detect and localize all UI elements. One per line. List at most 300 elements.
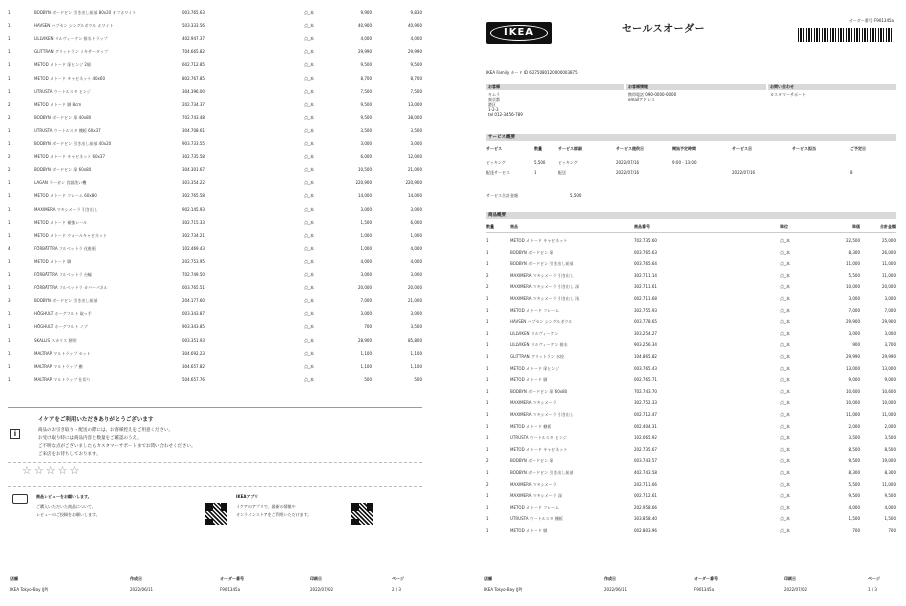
item-qty: 2	[8, 167, 11, 173]
service-section-bar: サービス概要	[486, 134, 896, 141]
item-article-number: 402.947.37	[182, 36, 205, 42]
item-name: HAVSEN ハブセン シングルボウル	[510, 319, 573, 325]
item-qty: 1	[8, 127, 11, 133]
item-unit: 点_本	[780, 388, 790, 394]
item-total: 1,500	[884, 516, 896, 522]
service-col-header: 開始予定時間	[672, 146, 696, 151]
item-row	[8, 351, 422, 356]
item-article-number: 003.765.63	[634, 249, 657, 255]
item-name: FÖRBÄTTRA フルベットラ 台輪	[34, 272, 92, 277]
item-qty: 1	[8, 62, 11, 68]
items-section-bar: 商品概要	[486, 212, 896, 219]
item-unit: 点_本	[304, 49, 314, 55]
item-name: LAGAN ラーガン 食器洗い機	[34, 180, 87, 186]
item-name: UTRUSTA ウートルスタ 棚板 60x37	[34, 127, 101, 133]
item-row	[8, 220, 422, 225]
footer-value: 2022/06/11	[604, 587, 628, 592]
item-name: SKALLIS スカリス 照明	[34, 337, 77, 343]
item-total: 11,000	[882, 481, 896, 487]
item-total: 3,000	[884, 296, 896, 301]
item-row	[8, 10, 422, 15]
item-row	[8, 193, 422, 198]
item-price: 220,900	[355, 180, 372, 186]
item-total: 26,000	[882, 249, 896, 255]
item-qty: 1	[8, 23, 11, 29]
item-price: 22,500	[846, 238, 860, 243]
item-qty: 1	[8, 75, 11, 81]
item-article-number: 102.065.92	[634, 435, 657, 441]
item-unit: 点_本	[304, 324, 314, 330]
item-article-number: 302.715.33	[182, 219, 205, 225]
item-unit: 点_本	[304, 219, 314, 225]
item-article-number: 303.354.22	[182, 180, 205, 186]
item-qty: 1	[8, 36, 11, 42]
item-price: 1,000	[360, 232, 372, 238]
item-article-number: 002.712.61	[634, 493, 657, 499]
contact-line: emailアドレス	[628, 97, 655, 102]
item-unit: 点_本	[780, 400, 790, 406]
item-row	[8, 233, 422, 238]
item-row	[8, 128, 422, 133]
item-price: 29,900	[846, 319, 860, 325]
item-article-number: 002.404.31	[634, 423, 657, 429]
item-name: BODBYN ボードビン 引き出し前部 40x20	[34, 141, 112, 146]
col-header: 商品番号	[634, 224, 650, 229]
item-name: BODBYN ボードビン 引き出し前部	[34, 298, 98, 304]
item-price: 6,000	[360, 154, 372, 160]
item-qty: 1	[8, 376, 11, 382]
order-page-2	[0, 0, 430, 606]
item-unit: 点_本	[304, 180, 314, 186]
item-article-number: 002.712.47	[634, 412, 657, 417]
item-price: 9,500	[360, 114, 372, 120]
item-price: 13,000	[846, 365, 860, 371]
item-row	[8, 324, 422, 329]
item-name: METOD メトード キャビネット	[510, 238, 568, 243]
item-unit: 点_本	[304, 88, 314, 94]
item-qty: 2	[8, 114, 11, 120]
item-price: 1,500	[848, 516, 860, 522]
item-row	[486, 308, 896, 313]
item-unit: 点_本	[780, 261, 790, 267]
item-unit: 点_本	[780, 365, 790, 371]
service-col-header: サービス提供日	[616, 146, 644, 151]
item-total: 8,500	[884, 446, 896, 452]
footer-label: 印刷日	[784, 576, 796, 581]
footer-value: 2022/07/02	[310, 587, 334, 592]
item-row	[486, 238, 896, 243]
item-total: 14,000	[408, 193, 422, 199]
footer-label: 店舗	[484, 576, 492, 581]
item-total: 9,500	[884, 493, 896, 499]
item-unit: 点_本	[304, 36, 314, 42]
item-row	[8, 154, 422, 159]
footer-value: 2 / 3	[392, 587, 401, 592]
item-article-number: 302.765.58	[182, 193, 205, 199]
item-qty: 1	[8, 337, 11, 343]
item-row	[8, 89, 422, 94]
service-col-header: サービス詳細	[558, 146, 582, 151]
item-total: 11,000	[882, 412, 896, 417]
item-qty: 1	[486, 435, 489, 441]
col-header: 単位	[780, 224, 788, 229]
item-name: HÖGHULT ホーグフルト 取っ手	[34, 311, 92, 317]
item-row	[486, 482, 896, 487]
item-article-number: 602.712.85	[182, 62, 205, 68]
ikea-logo	[486, 22, 552, 44]
item-row	[8, 272, 422, 277]
item-price: 8,300	[848, 249, 860, 255]
notice-line: お受け取り時には商品内容と数量をご確認のうえ、	[38, 436, 142, 441]
footer-label: ページ	[868, 576, 880, 581]
item-qty: 1	[486, 354, 489, 359]
item-qty: 1	[486, 412, 489, 417]
item-qty: 1	[8, 88, 11, 94]
item-price: 3,000	[360, 272, 372, 277]
item-row	[486, 516, 896, 521]
item-qty: 1	[8, 258, 11, 264]
item-qty: 3	[8, 298, 11, 304]
item-total: 10,600	[882, 388, 896, 394]
item-price: 700	[852, 528, 860, 533]
item-price: 3,500	[360, 127, 372, 133]
item-unit: 点_本	[304, 206, 314, 212]
customer-line: 港区	[488, 102, 496, 107]
item-name: MAXIMERA マキシメーラ 引き出し	[34, 206, 98, 212]
item-qty: 1	[8, 206, 11, 212]
app-line: オンラインストアをご利用いただけます。	[236, 512, 312, 517]
item-qty: 1	[8, 311, 11, 317]
item-qty: 1	[8, 180, 11, 186]
item-unit: 点_本	[304, 376, 314, 382]
item-row	[486, 470, 896, 475]
item-total: 3,500	[410, 324, 422, 330]
item-name: BODBYN ボードビン 扉 60x80	[34, 167, 92, 173]
item-row	[8, 76, 422, 81]
item-unit: 点_本	[780, 330, 790, 336]
item-article-number: 303.858.40	[634, 516, 657, 522]
item-article-number: 702.735.60	[634, 238, 657, 243]
item-name: METOD メトード 扉ヒンジ	[510, 365, 560, 371]
item-qty: 1	[486, 365, 489, 371]
item-total: 29,900	[882, 319, 896, 325]
item-row	[8, 62, 422, 67]
item-article-number: 402.743.58	[634, 470, 657, 475]
item-total: 3,500	[884, 435, 896, 441]
item-article-number: 702.743.48	[182, 114, 205, 120]
divider	[8, 462, 422, 463]
item-name: LILLVIKEN リルヴィーケン 排水トラップ	[34, 36, 108, 42]
footer-value: 2022/06/11	[130, 587, 154, 592]
item-article-number: 002.765.71	[634, 377, 657, 383]
item-unit: 点_本	[780, 470, 790, 475]
item-name: METOD メトード 棚板	[510, 423, 552, 429]
item-article-number: 304.657.82	[182, 363, 205, 369]
page-title: セールスオーダー	[622, 24, 706, 35]
item-unit: 点_本	[780, 446, 790, 452]
item-qty: 1	[8, 324, 11, 330]
item-article-number: 702.743.70	[634, 388, 657, 394]
item-unit: 点_本	[304, 101, 314, 107]
review-title: 商品レビューをお願いします。	[36, 494, 92, 499]
item-name: METOD メトード フレーム 60x80	[34, 193, 97, 199]
service-total-value: 5,500	[570, 193, 582, 198]
item-row	[486, 505, 896, 510]
item-qty: 1	[8, 193, 11, 199]
item-name: HÖGHULT ホーグフルト ノブ	[34, 324, 88, 330]
item-qty: 1	[8, 49, 11, 55]
item-row	[486, 273, 896, 278]
item-row	[8, 23, 422, 28]
footer-value: F901345a	[694, 587, 715, 592]
page-footer	[484, 576, 896, 598]
item-price: 9,500	[848, 458, 860, 464]
item-unit: 点_本	[780, 296, 790, 301]
customer-line: 1-2-3	[488, 107, 499, 112]
item-article-number: 302.752.33	[634, 400, 657, 406]
item-price: 29,990	[846, 354, 860, 359]
item-qty: 1	[486, 504, 489, 510]
item-unit: 点_本	[304, 245, 314, 251]
item-qty: 1	[8, 232, 11, 238]
item-row	[486, 400, 896, 405]
notice-title: イケアをご利用いただきありがとうございます	[38, 417, 154, 423]
customer-line: 東京都	[488, 97, 500, 102]
item-unit: 点_本	[304, 363, 314, 369]
service-col-header: サービス日	[732, 146, 752, 151]
col-header: 合計金額	[880, 224, 896, 229]
item-name: METOD メトード フレーム	[510, 504, 560, 510]
item-name: METOD メトード ウォールキャビネット	[34, 232, 107, 238]
item-total: 29,990	[882, 354, 896, 359]
item-total: 29,990	[408, 49, 422, 55]
item-row	[486, 261, 896, 266]
item-name: METOD メトード 脚	[510, 528, 548, 533]
item-unit: 点_本	[304, 298, 314, 304]
item-article-number: 003.765.63	[182, 10, 205, 15]
item-article-number: 304.708.61	[182, 127, 205, 133]
item-unit: 点_本	[304, 10, 314, 15]
family-card-line: IKEA Family カード ID 6275080120000003875	[486, 70, 578, 75]
item-qty: 2	[486, 458, 489, 464]
item-name: HAVSEN ハブセン シングルボウル ホワイト	[34, 23, 114, 29]
item-name: BODBYN ボードビン 引き出し前部 80x20 オフホワイト	[34, 10, 137, 15]
item-price: 3,000	[360, 141, 372, 146]
footer-value: IKEA Tokyo-Bay (JP)	[484, 587, 523, 592]
item-article-number: 003.765.64	[634, 261, 657, 267]
item-row	[486, 354, 896, 359]
footer-label: 印刷日	[310, 576, 322, 581]
item-total: 9,500	[410, 62, 422, 68]
item-unit: 点_本	[304, 350, 314, 356]
item-row	[486, 458, 896, 463]
item-article-number: 702.749.50	[182, 272, 205, 277]
service-cell: 9:00 - 13:00	[672, 160, 697, 165]
item-price: 3,500	[848, 435, 860, 441]
item-row	[486, 389, 896, 394]
item-qty: 1	[486, 423, 489, 429]
item-qty: 1	[486, 493, 489, 499]
item-qty: 1	[486, 238, 489, 243]
item-article-number: 102.469.43	[182, 245, 205, 251]
item-total: 11,000	[882, 261, 896, 267]
item-article-number: 003.351.93	[182, 337, 205, 343]
item-total: 8,700	[410, 75, 422, 81]
qr-code-app	[350, 502, 374, 526]
service-col-header: 数量	[534, 146, 542, 151]
item-price: 900	[852, 342, 860, 348]
item-name: UTRUSTA ウートルスタ ヒンジ	[510, 435, 567, 441]
item-qty: 1	[8, 272, 11, 277]
item-name: MALTRAP マルトラップ セット	[34, 350, 91, 356]
item-row	[486, 296, 896, 301]
footer-label: 店舗	[10, 576, 18, 581]
item-price: 8,500	[848, 446, 860, 452]
item-unit: 点_本	[780, 354, 790, 359]
item-name: MAXIMERA マキシメーラ 引き出し	[510, 412, 574, 417]
item-price: 4,000	[360, 258, 372, 264]
item-price: 1,100	[360, 363, 372, 369]
item-name: MAXIMERA マキシメーラ 引き出し 深	[510, 284, 580, 290]
item-price: 7,000	[848, 307, 860, 313]
item-total: 4,000	[884, 504, 896, 510]
divider	[486, 232, 896, 233]
service-cell: 配達サービス	[486, 170, 510, 175]
item-price: 10,000	[846, 284, 860, 290]
item-row	[8, 285, 422, 290]
item-price: 40,900	[358, 23, 372, 29]
item-qty: 1	[486, 446, 489, 452]
item-total: 13,000	[882, 365, 896, 371]
item-article-number: 304.692.23	[182, 350, 205, 356]
item-row	[486, 284, 896, 289]
item-unit: 点_本	[304, 193, 314, 199]
item-name: BODBYN ボードビン 引き出し前部	[510, 261, 574, 267]
item-article-number: 902.145.93	[182, 206, 205, 212]
item-row	[8, 36, 422, 41]
item-price: 1,500	[360, 219, 372, 225]
item-unit: 点_本	[780, 307, 790, 313]
item-price: 14,000	[358, 193, 372, 199]
contact-box-header: お客様情報	[626, 84, 766, 90]
item-article-number: 303.254.27	[634, 330, 657, 336]
item-article-number: 302.711.61	[634, 284, 657, 290]
item-qty: 4	[8, 245, 11, 251]
divider	[8, 486, 422, 487]
item-qty: 2	[486, 272, 489, 278]
review-line: ご購入いただいた商品について、	[36, 504, 96, 509]
item-total: 85,800	[408, 337, 422, 343]
item-total: 9,830	[410, 10, 422, 15]
item-price: 4,000	[848, 504, 860, 510]
item-total: 7,000	[884, 307, 896, 313]
item-name: UTRUSTA ウートルスタ ヒンジ	[34, 88, 91, 94]
item-name: BODBYN ボードビン 扉	[510, 249, 554, 255]
service-cell: ピッキング	[558, 160, 578, 165]
item-total: 40,900	[408, 23, 422, 29]
item-total: 3,000	[884, 330, 896, 336]
item-name: MAXIMERA マキシメーラ 引き出し	[510, 272, 574, 278]
item-unit: 点_本	[304, 114, 314, 120]
item-total: 3,500	[410, 127, 422, 133]
item-row	[486, 435, 896, 440]
item-name: METOD メトード 脚 8cm	[34, 101, 82, 107]
logo-text: IKEA	[503, 27, 535, 38]
item-qty: 1	[486, 377, 489, 383]
item-total: 3,000	[410, 311, 422, 317]
item-unit: 点_本	[304, 311, 314, 317]
item-total: 11,000	[882, 272, 896, 278]
item-price: 29,990	[358, 49, 372, 55]
footer-label: オーダー番号	[694, 576, 718, 581]
item-name: METOD メトード キャビネット	[510, 446, 568, 452]
item-row	[486, 528, 896, 533]
item-price: 8,700	[360, 75, 372, 81]
item-unit: 点_本	[780, 377, 790, 383]
item-total: 3,000	[410, 206, 422, 212]
item-row	[8, 259, 422, 264]
item-row	[8, 49, 422, 54]
item-name: METOD メトード フレーム	[510, 307, 560, 313]
item-qty: 1	[486, 296, 489, 301]
item-article-number: 204.177.60	[182, 298, 205, 304]
item-name: METOD メトード キャビネット 60x37	[34, 154, 106, 160]
item-row	[8, 180, 422, 185]
item-row	[8, 311, 422, 316]
item-unit: 点_本	[780, 528, 790, 533]
service-col-header: サービス	[486, 146, 502, 151]
item-qty: 2	[486, 284, 489, 290]
item-total: 4,000	[410, 36, 422, 42]
item-price: 5,500	[848, 272, 860, 278]
barcode	[798, 28, 894, 42]
item-article-number: 202.753.95	[182, 258, 205, 264]
item-unit: 点_本	[304, 232, 314, 238]
item-name: LILLVIKEN リルヴィーケン	[510, 330, 559, 336]
service-cell: 2022/07/16	[616, 170, 640, 175]
footer-label: ページ	[392, 576, 404, 581]
item-qty: 1	[8, 285, 11, 291]
item-total: 21,000	[408, 167, 422, 173]
service-cell: 8	[850, 170, 853, 175]
item-price: 9,900	[360, 10, 372, 15]
item-qty: 1	[8, 219, 11, 225]
item-article-number: 504.657.76	[182, 376, 205, 382]
item-price: 28,900	[358, 337, 372, 343]
item-article-number: 202.958.66	[634, 504, 657, 510]
item-article-number: 003.765.51	[182, 285, 205, 291]
item-row	[8, 167, 422, 172]
item-qty: 1	[8, 10, 11, 15]
item-total: 3,000	[410, 272, 422, 277]
item-total: 4,000	[410, 245, 422, 251]
item-row	[486, 319, 896, 324]
item-article-number: 003.343.87	[182, 311, 205, 317]
item-qty: 1	[486, 388, 489, 394]
item-qty: 2	[486, 481, 489, 487]
item-total: 10,000	[882, 400, 896, 406]
item-price: 1,000	[360, 245, 372, 251]
item-name: MALTRAP マルトラップ 仕切り	[34, 376, 91, 382]
service-header-row	[486, 146, 896, 156]
footer-value: 2022/07/02	[784, 587, 808, 592]
info-icon: i	[10, 429, 20, 439]
item-unit: 点_本	[304, 62, 314, 68]
item-unit: 点_本	[304, 141, 314, 146]
item-price: 700	[364, 324, 372, 330]
service-cell: 2022/07/16	[616, 160, 640, 165]
item-unit: 点_本	[780, 319, 790, 325]
